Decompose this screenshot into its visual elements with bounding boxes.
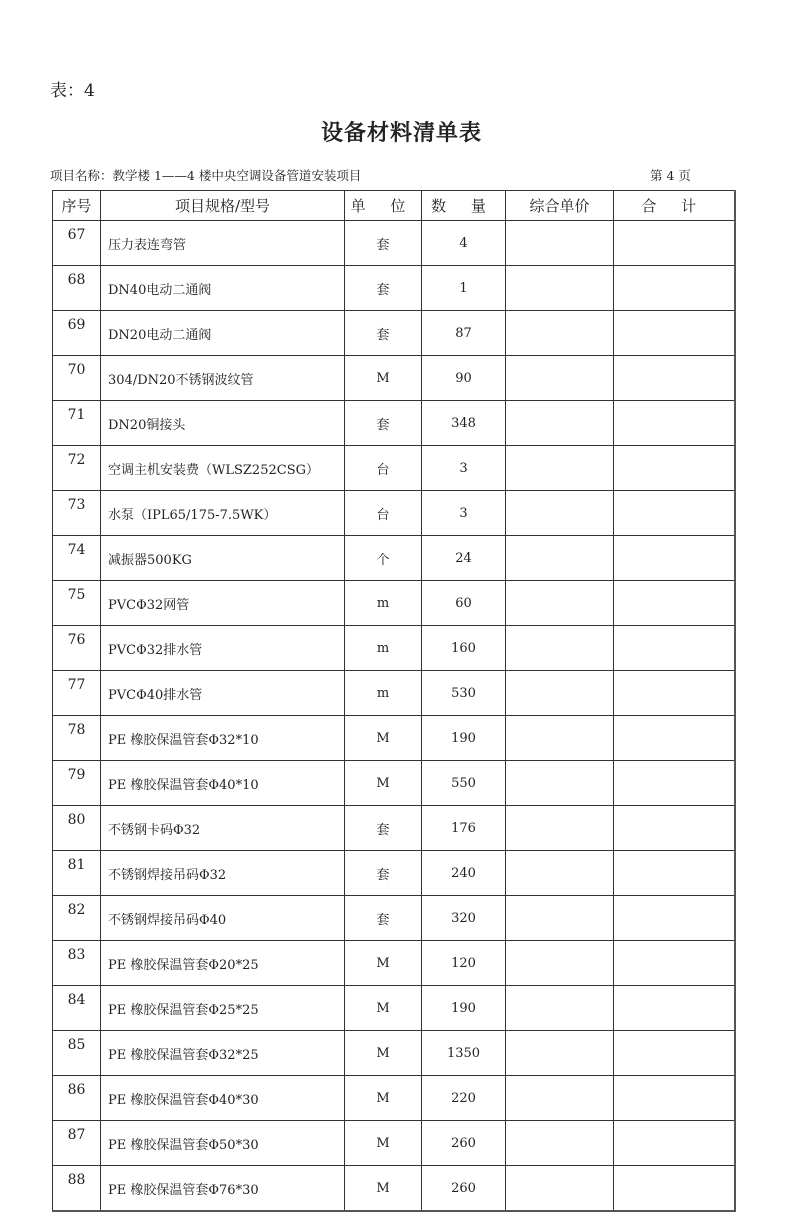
item-total — [614, 1121, 735, 1166]
item-spec: 水泵（IPL65/175-7.5WK） — [101, 491, 345, 536]
item-spec: PVCΦ32排水管 — [101, 626, 345, 671]
item-unit: M — [345, 761, 422, 806]
item-unit-price — [506, 1076, 614, 1121]
row-number: 87 — [53, 1121, 101, 1166]
item-total — [614, 311, 735, 356]
item-unit: M — [345, 1031, 422, 1076]
item-unit-price — [506, 311, 614, 356]
item-quantity: 3 — [422, 446, 506, 491]
item-quantity: 260 — [422, 1166, 506, 1212]
table-row — [53, 671, 735, 716]
row-number: 81 — [53, 851, 101, 896]
table-row — [53, 716, 735, 761]
row-number: 74 — [53, 536, 101, 581]
item-spec: 不锈钢焊接吊码Φ40 — [101, 896, 345, 941]
item-total — [614, 581, 735, 626]
item-quantity: 320 — [422, 896, 506, 941]
item-unit-price — [506, 221, 614, 266]
item-unit: m — [345, 626, 422, 671]
item-quantity: 220 — [422, 1076, 506, 1121]
item-unit-price — [506, 986, 614, 1031]
item-total — [614, 266, 735, 311]
item-quantity: 1 — [422, 266, 506, 311]
row-number: 88 — [53, 1166, 101, 1212]
item-unit: M — [345, 716, 422, 761]
column-header-spec: 项目规格/型号 — [101, 191, 345, 221]
table-row — [53, 896, 735, 941]
item-quantity: 4 — [422, 221, 506, 266]
item-unit: M — [345, 1121, 422, 1166]
item-quantity: 348 — [422, 401, 506, 446]
item-spec: PE 橡胶保温管套Φ25*25 — [101, 986, 345, 1031]
item-unit: M — [345, 941, 422, 986]
row-number: 70 — [53, 356, 101, 401]
item-spec: PVCΦ40排水管 — [101, 671, 345, 716]
item-unit: 台 — [345, 446, 422, 491]
table-header-row — [53, 191, 735, 221]
item-spec: PE 橡胶保温管套Φ40*30 — [101, 1076, 345, 1121]
item-unit: m — [345, 581, 422, 626]
column-header-unit: 单 位 — [345, 191, 422, 221]
row-number: 76 — [53, 626, 101, 671]
item-unit-price — [506, 491, 614, 536]
item-quantity: 24 — [422, 536, 506, 581]
item-unit-price — [506, 1166, 614, 1212]
item-spec: 压力表连弯管 — [101, 221, 345, 266]
item-unit-price — [506, 851, 614, 896]
item-quantity: 87 — [422, 311, 506, 356]
row-number: 67 — [53, 221, 101, 266]
item-unit: 套 — [345, 851, 422, 896]
item-total — [614, 896, 735, 941]
item-spec: PE 橡胶保温管套Φ20*25 — [101, 941, 345, 986]
item-unit: M — [345, 1076, 422, 1121]
item-unit: M — [345, 356, 422, 401]
table-row — [53, 986, 735, 1031]
item-unit-price — [506, 266, 614, 311]
item-unit: 套 — [345, 401, 422, 446]
item-unit: m — [345, 671, 422, 716]
table-row — [53, 491, 735, 536]
row-number: 75 — [53, 581, 101, 626]
item-unit: 套 — [345, 266, 422, 311]
table-row — [53, 1031, 735, 1076]
item-total — [614, 716, 735, 761]
item-quantity: 160 — [422, 626, 506, 671]
row-number: 84 — [53, 986, 101, 1031]
item-total — [614, 1076, 735, 1121]
row-number: 78 — [53, 716, 101, 761]
item-spec: 空调主机安装费（WLSZ252CSG） — [101, 446, 345, 491]
item-unit-price — [506, 716, 614, 761]
item-quantity: 530 — [422, 671, 506, 716]
item-total — [614, 536, 735, 581]
item-unit-price — [506, 896, 614, 941]
table-row — [53, 266, 735, 311]
table-row — [53, 311, 735, 356]
item-quantity: 260 — [422, 1121, 506, 1166]
item-unit: 套 — [345, 896, 422, 941]
row-number: 72 — [53, 446, 101, 491]
item-unit-price — [506, 1121, 614, 1166]
item-unit: 套 — [345, 311, 422, 356]
table-row — [53, 761, 735, 806]
item-total — [614, 851, 735, 896]
item-unit-price — [506, 446, 614, 491]
item-quantity: 190 — [422, 716, 506, 761]
item-unit-price — [506, 626, 614, 671]
item-unit-price — [506, 401, 614, 446]
column-header-qty: 数 量 — [422, 191, 506, 221]
item-unit-price — [506, 1031, 614, 1076]
item-unit: M — [345, 1166, 422, 1212]
table-row — [53, 581, 735, 626]
row-number: 68 — [53, 266, 101, 311]
document-title: 设备材料清单表 — [320, 120, 482, 146]
table-row — [53, 1076, 735, 1121]
item-spec: PVCΦ32网管 — [101, 581, 345, 626]
item-quantity: 190 — [422, 986, 506, 1031]
item-quantity: 176 — [422, 806, 506, 851]
page-number: 第 4 页 — [650, 168, 691, 183]
item-total — [614, 761, 735, 806]
item-unit: 台 — [345, 491, 422, 536]
item-total — [614, 1031, 735, 1076]
item-unit-price — [506, 941, 614, 986]
item-spec: DN20铜接头 — [101, 401, 345, 446]
item-unit: M — [345, 986, 422, 1031]
item-spec: DN40电动二通阀 — [101, 266, 345, 311]
item-unit: 个 — [345, 536, 422, 581]
table-row — [53, 1166, 735, 1212]
item-unit-price — [506, 356, 614, 401]
row-number: 77 — [53, 671, 101, 716]
item-quantity: 240 — [422, 851, 506, 896]
item-unit-price — [506, 536, 614, 581]
column-header-no: 序号 — [53, 191, 101, 221]
materials-table — [52, 190, 736, 1212]
row-number: 83 — [53, 941, 101, 986]
project-name: 项目名称：教学楼 1——4 楼中央空调设备管道安装项目 — [50, 168, 362, 183]
column-header-total: 合 计 — [614, 191, 735, 221]
item-unit-price — [506, 671, 614, 716]
item-spec: PE 橡胶保温管套Φ50*30 — [101, 1121, 345, 1166]
item-quantity: 60 — [422, 581, 506, 626]
item-quantity: 120 — [422, 941, 506, 986]
row-number: 80 — [53, 806, 101, 851]
item-total — [614, 986, 735, 1031]
row-number: 71 — [53, 401, 101, 446]
item-total — [614, 401, 735, 446]
item-spec: 不锈钢卡码Φ32 — [101, 806, 345, 851]
item-spec: PE 橡胶保温管套Φ32*10 — [101, 716, 345, 761]
item-unit: 套 — [345, 806, 422, 851]
table-row — [53, 536, 735, 581]
item-quantity: 550 — [422, 761, 506, 806]
item-total — [614, 941, 735, 986]
item-total — [614, 491, 735, 536]
item-quantity: 1350 — [422, 1031, 506, 1076]
table-row — [53, 1121, 735, 1166]
row-number: 73 — [53, 491, 101, 536]
item-unit: 套 — [345, 221, 422, 266]
row-number: 85 — [53, 1031, 101, 1076]
table-row — [53, 626, 735, 671]
item-spec: DN20电动二通阀 — [101, 311, 345, 356]
table-row — [53, 221, 735, 266]
table-row — [53, 356, 735, 401]
item-total — [614, 806, 735, 851]
item-spec: 304/DN20不锈钢波纹管 — [101, 356, 345, 401]
column-header-unit-price: 综合单价 — [506, 191, 614, 221]
item-total — [614, 356, 735, 401]
item-spec: PE 橡胶保温管套Φ76*30 — [101, 1166, 345, 1212]
table-row — [53, 446, 735, 491]
item-spec: PE 橡胶保温管套Φ32*25 — [101, 1031, 345, 1076]
table-number-label: 表：4 — [50, 81, 95, 101]
item-total — [614, 1166, 735, 1212]
row-number: 86 — [53, 1076, 101, 1121]
item-unit-price — [506, 581, 614, 626]
row-number: 82 — [53, 896, 101, 941]
table-row — [53, 851, 735, 896]
item-quantity: 90 — [422, 356, 506, 401]
item-total — [614, 626, 735, 671]
item-spec: PE 橡胶保温管套Φ40*10 — [101, 761, 345, 806]
item-total — [614, 671, 735, 716]
item-total — [614, 446, 735, 491]
table-row — [53, 941, 735, 986]
item-spec: 减振器500KG — [101, 536, 345, 581]
table-row — [53, 401, 735, 446]
item-total — [614, 221, 735, 266]
item-quantity: 3 — [422, 491, 506, 536]
item-unit-price — [506, 761, 614, 806]
table-row — [53, 806, 735, 851]
row-number: 79 — [53, 761, 101, 806]
row-number: 69 — [53, 311, 101, 356]
item-unit-price — [506, 806, 614, 851]
item-spec: 不锈钢焊接吊码Φ32 — [101, 851, 345, 896]
